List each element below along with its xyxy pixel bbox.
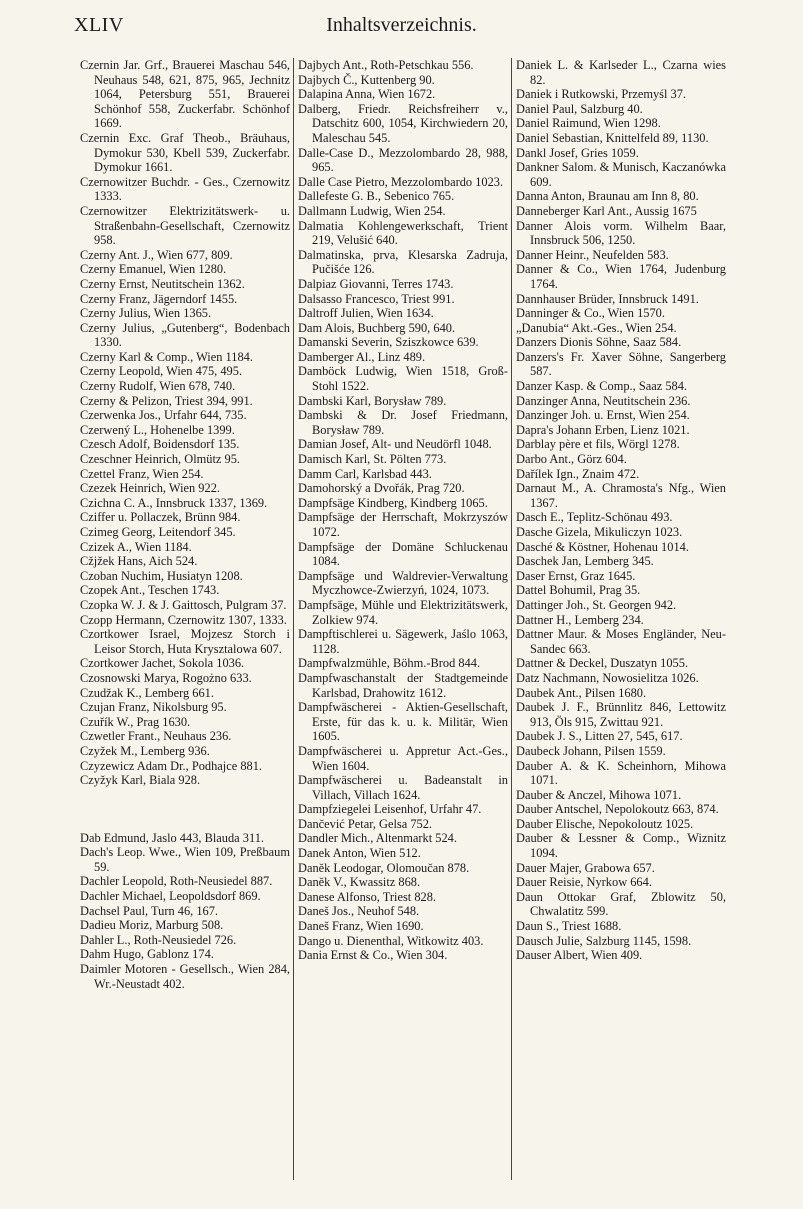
index-entry: Damohorský a Dvořák, Prag 720.: [298, 481, 465, 496]
index-entry: Dampfwäscherei u. Appretur Act.-Ges., Wien 1604.: [298, 743, 508, 773]
index-entry: Dajbych Ant., Roth-Petschkau 556.: [298, 58, 474, 72]
index-entry: Damböck Ludwig, Wien 1518, Groß-Stohl 1522.: [298, 364, 508, 394]
index-entry: Czopka W. J. & J. Gaittosch, Pulgram 37.: [80, 597, 287, 612]
index-entry: Czuřík W., Prag 1630.: [80, 714, 191, 729]
index-entry: Daniel Paul, Salzburg 40.: [516, 101, 643, 116]
index-entry: Datz Nachmann, Nowosielitza 1026.: [516, 670, 699, 685]
index-entry: Czerwený L., Hohenelbe 1399.: [80, 422, 235, 437]
index-entry: Daubek J. S., Litten 27, 545, 617.: [516, 729, 683, 744]
index-entry: Dampfziegelei Leisenhof, Urfahr 47.: [298, 802, 482, 817]
index-entry: Czortkower Jachet, Sokola 1036.: [80, 656, 245, 671]
index-entry: Daltroff Julien, Wien 1634.: [298, 306, 434, 321]
index-entry: Dančević Petar, Gelsa 752.: [298, 816, 433, 831]
index-entry: Czernin Jar. Grf., Brauerei Maschau 546, Neuhaus 548, 621, 875, 965, Jechnitz 1064, Petersburg 551, Brauerei Schönhof 558, Zuckerfabr. Schönhof 1669.: [80, 58, 290, 131]
index-entry: Czyzewicz Adam Dr., Podhajce 881.: [80, 758, 263, 773]
index-entry: Czudžak K., Lemberg 661.: [80, 685, 214, 700]
index-entry: „Danubia“ Akt.-Ges., Wien 254.: [516, 320, 677, 335]
index-entry: Czerny Franz, Jägerndorf 1455.: [80, 291, 238, 306]
index-entry: Dauser Albert, Wien 409.: [516, 948, 643, 963]
index-entry: Dampfsäge der Herrschaft, Mokrzyszów 1072.: [298, 510, 508, 539]
index-entry: Dampfsäge und Waldrevier-Verwaltung Myczhowce-Zwierzyń, 1024, 1073.: [298, 568, 508, 598]
index-entry: Danner & Co., Wien 1764, Judenburg 1764.: [516, 262, 726, 291]
index-entry: Dauber A. & K. Scheinhorn, Mihowa 1071.: [516, 758, 726, 788]
index-entry: Dango u. Dienenthal, Witkowitz 403.: [298, 933, 484, 948]
index-entry: Dampfsäge, Mühle und Elektrizitätswerk, Zolkiew 974.: [298, 597, 508, 627]
index-entry: Dalle-Case D., Mezzolombardo 28, 988, 965.: [298, 145, 508, 175]
index-entry: Dattner & Deckel, Duszatyn 1055.: [516, 656, 689, 671]
index-entry: Czortkower Israel, Mojzesz Storch i Leisor Storch, Huta Krysztalowa 607.: [80, 627, 290, 656]
index-entry: Dauer Reisie, Nyrkow 664.: [516, 875, 652, 890]
index-entry: Darnaut M., A. Chramosta's Nfg., Wien 1367.: [516, 481, 726, 510]
index-entry: Czerny Julius, „Gutenberg“, Bodenbach 1330.: [80, 320, 290, 350]
index-entry: Daneš Franz, Wien 1690.: [298, 919, 424, 934]
index-entry: Dahler L., Roth-Neusiedel 726.: [80, 932, 237, 947]
index-entry: Dalsasso Francesco, Triest 991.: [298, 291, 455, 306]
index-entry: Czerny Emanuel, Wien 1280.: [80, 262, 227, 277]
index-entry: Dausch Julie, Salzburg 1145, 1598.: [516, 933, 692, 948]
index-entry: Dalpiaz Giovanni, Terres 1743.: [298, 276, 454, 291]
index-entry: Dalberg, Friedr. Reichsfreiherr v., Datschitz 600, 1054, Kirchwiedern 20, Maleschau 545.: [298, 101, 508, 145]
index-entry: Czimeg Georg, Leitendorf 345.: [80, 525, 236, 539]
index-entry: Damm Carl, Karlsbad 443.: [298, 466, 432, 481]
index-entry: Czujan Franz, Nikolsburg 95.: [80, 700, 227, 715]
index-entry: Darblay père et fils, Wörgl 1278.: [516, 437, 680, 452]
index-entry: Danzinger Joh. u. Ernst, Wien 254.: [516, 408, 690, 423]
index-entry: Czernin Exc. Graf Theob., Bräuhaus, Dymokur 530, Kbell 539, Zuckerfabr. Dymokur 1661.: [80, 130, 290, 175]
index-entry: Dapra's Johann Erben, Lienz 1021.: [516, 422, 690, 437]
index-entry: Czerny Ernst, Neutitschein 1362.: [80, 276, 245, 291]
index-entry: Dauber & Anczel, Mihowa 1071.: [516, 787, 682, 802]
index-entry: Daser Ernst, Graz 1645.: [516, 568, 636, 583]
index-entry: Czerny Karl & Comp., Wien 1184.: [80, 349, 253, 364]
index-entry: Danna Anton, Braunau am Inn 8, 80.: [516, 189, 699, 204]
index-entry: Dachsel Paul, Turn 46, 167.: [80, 903, 219, 918]
index-entry: Czopek Ant., Teschen 1743.: [80, 583, 220, 598]
index-entry: Czerny Ant. J., Wien 677, 809.: [80, 247, 233, 262]
index-entry: Dattinger Joh., St. Georgen 942.: [516, 597, 677, 612]
index-entry: Dalmatinska, prva, Klesarska Zadruja, Pučišće 126.: [298, 247, 508, 277]
index-entry: Dajbych Č., Kuttenberg 90.: [298, 72, 435, 87]
index-entry: Dampfwäscherei - Aktien-Gesellschaft, Erste, für das k. u. k. Militär, Wien 1605.: [298, 700, 508, 744]
index-entry: Dalmatia Kohlengewerkschaft, Trient 219, Velušić 640.: [298, 218, 508, 248]
index-entry: Czizek A., Wien 1184.: [80, 539, 192, 554]
running-title: Inhaltsverzeichnis.: [326, 14, 477, 36]
index-entry: Czerny Julius, Wien 1365.: [80, 306, 212, 321]
index-entry: Dampfsäge der Domäne Schluckenau 1084.: [298, 539, 508, 569]
index-column-3: [516, 58, 726, 1193]
index-entry: Daněk Leodogar, Olomoučan 878.: [298, 860, 470, 875]
index-entry: Dandler Mich., Altenmarkt 524.: [298, 831, 457, 846]
index-entry: Czichna C. A., Innsbruck 1337, 1369.: [80, 495, 268, 510]
index-entry: Czezek Heinrich, Wien 922.: [80, 481, 220, 496]
index-entry: Dampfwäscherei u. Badeanstalt in Villach, Villach 1624.: [298, 773, 508, 802]
index-entry: Dampftischlerei u. Sägewerk, Jaślo 1063, 1128.: [298, 627, 508, 656]
index-entry: Cžjžek Hans, Aich 524.: [80, 554, 198, 569]
index-entry: Dauber Elische, Nepokoloutz 1025.: [516, 816, 694, 831]
index-columns: [76, 58, 736, 1198]
index-entry: Czernowitzer Buchdr. - Ges., Czernowitz 1333.: [80, 174, 290, 204]
index-entry: Danner Alois vorm. Wilhelm Baar, Innsbruck 506, 1250.: [516, 218, 726, 248]
index-entry: Dab Edmund, Jaslo 443, Blauda 311.: [80, 830, 265, 845]
index-entry: Dam Alois, Buchberg 590, 640.: [298, 320, 456, 335]
index-entry: Danneberger Karl Ant., Aussig 1675: [516, 203, 697, 218]
index-entry: Czernowitzer Elektrizitätswerk- u. Straßenbahn-Gesellschaft, Czernowitz 958.: [80, 203, 290, 248]
index-entry: Danninger & Co., Wien 1570.: [516, 306, 665, 321]
section-gap: [80, 788, 290, 831]
index-entry: Dambski & Dr. Josef Friedmann, Borysław 789.: [298, 408, 508, 437]
index-entry: Dampfwaschanstalt der Stadtgemeinde Karlsbad, Drahowitz 1612.: [298, 670, 508, 700]
index-entry: Daun S., Triest 1688.: [516, 919, 622, 934]
index-entry: Czerny Leopold, Wien 475, 495.: [80, 364, 243, 379]
index-entry: Dampfwalzmühle, Böhm.-Brod 844.: [298, 656, 481, 671]
index-entry: Danek Anton, Wien 512.: [298, 846, 421, 861]
index-entry: Dachler Leopold, Roth-Neusiedel 887.: [80, 874, 273, 889]
index-entry: Cziffer u. Pollaczek, Brünn 984.: [80, 510, 241, 525]
index-entry: Daniel Sebastian, Knittelfeld 89, 1130.: [516, 130, 709, 145]
index-entry: Damisch Karl, St. Pölten 773.: [298, 452, 447, 467]
index-entry: Czosnowski Marya, Rogożno 633.: [80, 670, 252, 685]
index-entry: Danner Heinr., Neufelden 583.: [516, 247, 669, 262]
index-entry: Dattner Maur. & Moses Engländer, Neu-Sandec 663.: [516, 627, 726, 656]
index-entry: Czyžyk Karl, Biala 928.: [80, 773, 201, 788]
index-entry: Dařílek Ign., Znaim 472.: [516, 466, 640, 481]
column-divider: [293, 58, 294, 1180]
index-entry: Daniel Raimund, Wien 1298.: [516, 116, 661, 131]
index-entry: Dania Ernst & Co., Wien 304.: [298, 948, 448, 963]
index-entry: Daubek Ant., Pilsen 1680.: [516, 685, 647, 700]
index-entry: Daubeck Johann, Pilsen 1559.: [516, 743, 666, 758]
page-header: [74, 14, 729, 44]
index-column-2: [298, 58, 508, 1193]
index-entry: Dasché & Köstner, Hohenau 1014.: [516, 539, 689, 554]
index-entry: Daniek L. & Karlseder L., Czarna wies 82.: [516, 58, 726, 87]
index-entry: Czeschner Heinrich, Olmütz 95.: [80, 452, 240, 467]
column-divider: [511, 58, 512, 1180]
index-entry: Dahm Hugo, Gablonz 174.: [80, 947, 214, 962]
index-entry: Danzers Dionis Söhne, Saaz 584.: [516, 335, 682, 350]
index-entry: Damberger Al., Linz 489.: [298, 349, 426, 364]
index-entry: Daun Ottokar Graf, Zblowitz 50, Chwalatitz 599.: [516, 889, 726, 919]
index-entry: Dauer Majer, Grabowa 657.: [516, 860, 655, 875]
page-number: XLIV: [74, 14, 124, 36]
index-entry: Daubek J. F., Brünnlitz 846, Lettowitz 913, Öls 915, Zwittau 921.: [516, 700, 726, 729]
index-entry: Daněk V., Kwassitz 868.: [298, 875, 421, 890]
index-entry: Damanski Severin, Sziszkowce 639.: [298, 335, 479, 350]
index-entry: Damian Josef, Alt- und Neudörfl 1048.: [298, 437, 492, 452]
index-entry: Czoban Nuchim, Husiatyn 1208.: [80, 568, 243, 583]
index-entry: Danzers's Fr. Xaver Söhne, Sangerberg 587.: [516, 349, 726, 379]
index-entry: Dasch E., Teplitz-Schönau 493.: [516, 510, 673, 525]
index-entry: Daschek Jan, Lemberg 345.: [516, 554, 654, 569]
index-entry: Dallefeste G. B., Sebenico 765.: [298, 189, 455, 204]
index-entry: Dankner Salom. & Munisch, Kaczanówka 609.: [516, 160, 726, 189]
index-entry: Czettel Franz, Wien 254.: [80, 466, 204, 481]
index-entry: Dannhauser Brüder, Innsbruck 1491.: [516, 291, 699, 306]
index-entry: Dattner H., Lemberg 234.: [516, 612, 644, 627]
index-column-1: [80, 58, 290, 1193]
index-entry: Dachler Michael, Leopoldsdorf 869.: [80, 889, 261, 904]
index-entry: Czerny Rudolf, Wien 678, 740.: [80, 379, 236, 394]
index-entry: Czerny & Pelizon, Triest 394, 991.: [80, 393, 253, 408]
index-entry: Daneš Jos., Neuhof 548.: [298, 904, 420, 919]
index-entry: Dauber & Lessner & Comp., Wiznitz 1094.: [516, 831, 726, 861]
index-entry: Dadieu Moriz, Marburg 508.: [80, 918, 224, 933]
index-entry: Danzer Kasp. & Comp., Saaz 584.: [516, 379, 688, 394]
index-entry: Dauber Antschel, Nepolokoutz 663, 874.: [516, 802, 719, 817]
index-entry: Czopp Hermann, Czernowitz 1307, 1333.: [80, 612, 287, 627]
index-entry: Czerwenka Jos., Urfahr 644, 735.: [80, 408, 247, 423]
index-entry: Darbo Ant., Görz 604.: [516, 452, 627, 467]
index-entry: Dambski Karl, Borysław 789.: [298, 393, 447, 408]
index-entry: Dampfsäge Kindberg, Kindberg 1065.: [298, 495, 488, 510]
index-entry: Dankl Josef, Gries 1059.: [516, 145, 639, 160]
index-entry: Czesch Adolf, Boidensdorf 135.: [80, 437, 240, 452]
index-entry: Danzinger Anna, Neutitschein 236.: [516, 393, 691, 408]
index-entry: Dasche Gizela, Mikuliczyn 1023.: [516, 525, 683, 539]
index-entry: Dallmann Ludwig, Wien 254.: [298, 203, 446, 218]
index-entry: Dalle Case Pietro, Mezzolombardo 1023.: [298, 174, 504, 189]
index-entry: Daimler Motoren - Gesellsch., Wien 284, Wr.-Neustadt 402.: [80, 962, 290, 991]
index-entry: Danese Alfonso, Triest 828.: [298, 889, 437, 904]
index-entry: Daniek i Rutkowski, Przemyśl 37.: [516, 87, 687, 102]
index-entry: Czyžek M., Lemberg 936.: [80, 743, 210, 758]
index-entry: Dach's Leop. Wwe., Wien 109, Preßbaum 59.: [80, 845, 290, 874]
index-entry: Czwetler Frant., Neuhaus 236.: [80, 729, 232, 744]
index-entry: Dalapina Anna, Wien 1672.: [298, 87, 436, 102]
index-entry: Dattel Bohumil, Prag 35.: [516, 583, 641, 598]
